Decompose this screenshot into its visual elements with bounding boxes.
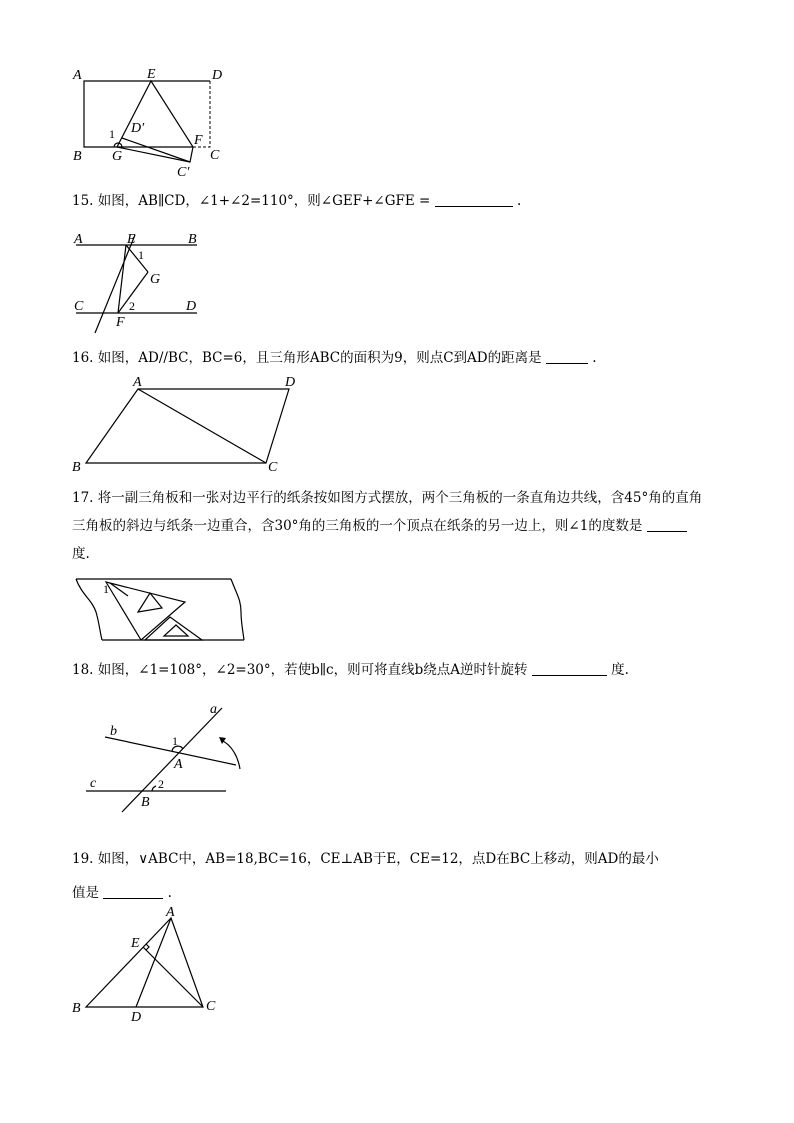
- question-end: 度.: [611, 662, 629, 678]
- label-A: A: [73, 68, 82, 83]
- label-A: A: [166, 905, 175, 920]
- question-text-line1: 将一副三角板和一张对边平行的纸条按如图方式摆放，两个三角板的一条直角边共线，含45°角的直角: [97, 490, 703, 506]
- angle-1-label: 1: [138, 248, 144, 262]
- label-B: B: [73, 149, 82, 164]
- angle-1-label: 1: [172, 734, 178, 748]
- question-text-line2: 三角板的斜边与纸条一边重合，含30°角的三角板的一个顶点在纸条的另一边上，则∠1的度数是: [72, 518, 643, 534]
- label-E: E: [127, 232, 136, 247]
- label-G: G: [150, 272, 161, 287]
- label-C-prime: C′: [177, 165, 190, 180]
- label-C: C: [268, 460, 278, 475]
- question-text-line2: 值是: [72, 885, 99, 901]
- label-C: C: [74, 299, 84, 314]
- question-number: 18.: [72, 662, 94, 678]
- label-D: D: [186, 299, 197, 314]
- label-c: c: [90, 776, 97, 791]
- question-number: 19.: [72, 851, 94, 867]
- angle-1-label: 1: [103, 582, 109, 596]
- label-B: B: [72, 1001, 81, 1016]
- question-number: 15.: [72, 193, 94, 209]
- question-end: .: [592, 350, 597, 366]
- label-E: E: [131, 936, 140, 951]
- label-A: A: [74, 232, 83, 247]
- question-text: 如图，AD//BC，BC=6，且三角形ABC的面积为9，则点C到AD的距离是: [97, 350, 542, 366]
- angle-2-label: 2: [158, 777, 164, 791]
- label-B: B: [141, 795, 150, 810]
- question-number: 16.: [72, 350, 94, 366]
- label-D: D: [131, 1010, 142, 1025]
- question-end: .: [516, 193, 522, 209]
- angle-2-label: 2: [129, 299, 135, 313]
- label-b: b: [110, 724, 117, 739]
- label-C: C: [210, 148, 220, 163]
- question-text: 如图，AB∥CD，∠1+∠2=110°，则∠GEF+∠GFE =: [97, 193, 431, 209]
- label-F: F: [116, 315, 125, 330]
- label-A: A: [133, 375, 142, 390]
- label-a: a: [210, 702, 217, 717]
- label-D-prime: D′: [131, 121, 145, 136]
- label-B: B: [72, 460, 81, 475]
- label-C: C: [206, 999, 216, 1014]
- question-text-line1: 如图，∨ABC中，AB=18,BC=16，CE⊥AB于E，CE=12，点D在BC上移动，则AD的最小: [97, 851, 659, 867]
- question-end: .: [167, 885, 172, 901]
- label-D: D: [212, 68, 223, 83]
- question-text: 如图，∠1=108°，∠2=30°，若使b∥c，则可将直线b绕点A逆时针旋转: [97, 662, 528, 678]
- question-number: 17.: [72, 490, 94, 506]
- label-B: B: [188, 232, 197, 247]
- label-G: G: [112, 149, 123, 164]
- label-E: E: [147, 67, 156, 82]
- angle-1-label: 1: [109, 127, 115, 141]
- label-D: D: [285, 375, 296, 390]
- label-A: A: [174, 757, 183, 772]
- question-text-line3: 度.: [72, 546, 90, 562]
- label-F: F: [194, 133, 203, 148]
